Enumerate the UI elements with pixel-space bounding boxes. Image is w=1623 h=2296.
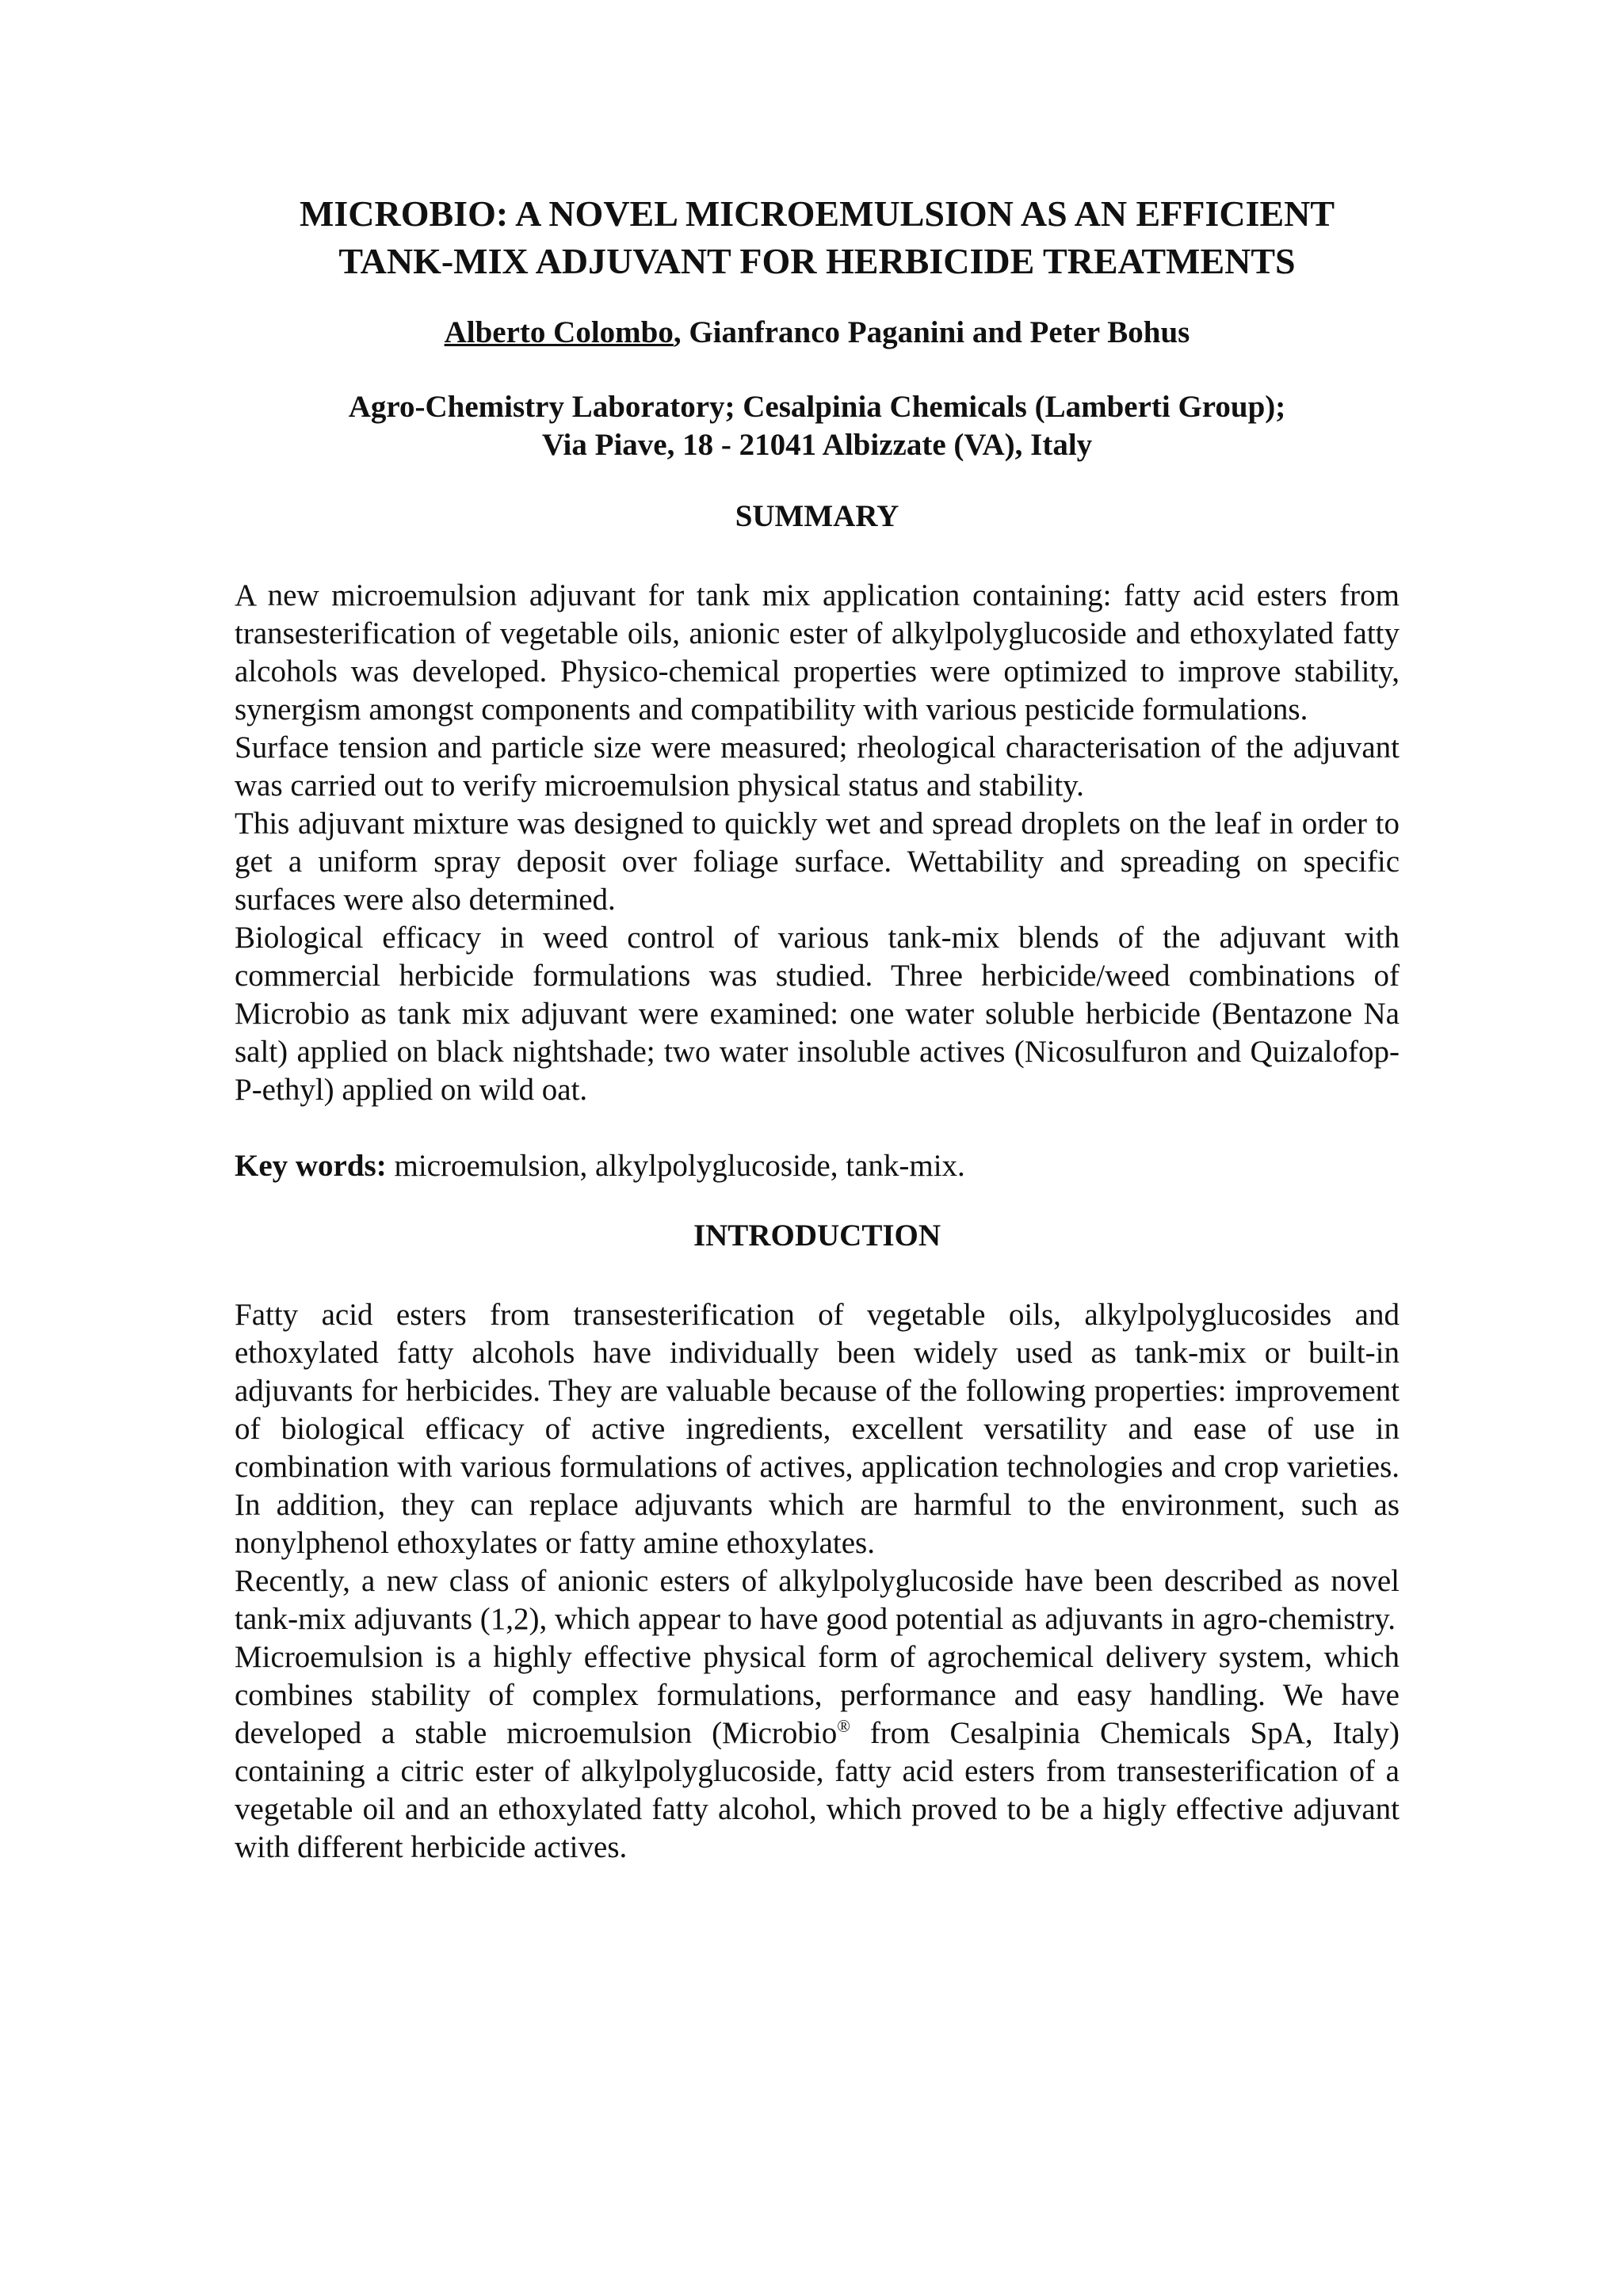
introduction-paragraph: Recently, a new class of anionic esters of alkylpolyglucoside have been described as novel tank-mix adjuvants (1,2), which appear to have good potential as adjuvants in agro-chemistry. — [235, 1564, 1400, 1636]
keywords — [235, 1147, 1400, 1185]
paper-title — [235, 190, 1400, 285]
summary-paragraph: Biological efficacy in weed control of various tank-mix blends of the adjuvant with commercial herbicide formulations was studied. Three herbicide/weed combinations of Microbio as tank mix adjuvant were examined: one water soluble herbicide (Bentazone Na salt) applied on black nightshade; two water insoluble actives (Nicosulfuron and Quizalofop-P-ethyl) applied on wild oat. — [235, 921, 1400, 1107]
keywords-label: Key words: — [235, 1149, 387, 1183]
author-list — [235, 314, 1400, 352]
intro-last-text-before: Microemulsion is a highly effective physical form of agrochemical delivery system, which combines stability of complex formulations, performance and easy handling. We have developed a stable microemulsion (Microbio — [235, 1640, 1400, 1750]
summary-heading: SUMMARY — [735, 499, 899, 533]
introduction-heading: INTRODUCTION — [693, 1219, 941, 1253]
intro-last-text-after: from Cesalpinia Chemicals SpA, Italy) containing a citric ester of alkylpolyglucoside, fatty acid esters from transesterification of a vegetable oil and an ethoxylated fatty alcohol, which proved to be a higly effective adjuvant with different herbicide actives. — [235, 1716, 1400, 1864]
summary-paragraph: Surface tension and particle size were measured; rheological characterisation of the adjuvant was carried out to verify microemulsion physical status and stability. — [235, 730, 1400, 803]
registered-mark: ® — [837, 1716, 850, 1736]
summary-body — [235, 577, 1400, 1109]
affiliation — [235, 388, 1400, 464]
presenting-author: Alberto Colombo — [444, 315, 674, 349]
affiliation-line-2: Via Piave, 18 - 21041 Albizzate (VA), Italy — [541, 428, 1093, 462]
summary-paragraph: This adjuvant mixture was designed to quickly wet and spread droplets on the leaf in order to get a uniform spray deposit over foliage surface. Wettability and spreading on specific surfaces were also determined. — [235, 807, 1400, 917]
introduction-paragraph: Fatty acid esters from transesterification of vegetable oils, alkylpolyglucosides and ethoxylated fatty alcohols have individually been widely used as tank-mix or built-in adjuvants for herbicides. They are valuable because of the following properties: improvement of biological efficacy of active ingredients, excellent versatility and ease of use in combination with various formulations of actives, application technologies and crop varieties. In addition, they can replace adjuvants which are harmful to the environment, such as nonylphenol ethoxylates or fatty amine ethoxylates. — [235, 1298, 1400, 1560]
introduction-body — [235, 1296, 1400, 1867]
co-authors: , Gianfranco Paganini and Peter Bohus — [673, 315, 1190, 349]
title-line-2: TANK-MIX ADJUVANT FOR HERBICIDE TREATMENTS — [338, 241, 1296, 281]
keywords-text: microemulsion, alkylpolyglucoside, tank-mix. — [386, 1149, 965, 1183]
title-line-1: MICROBIO: A NOVEL MICROEMULSION AS AN EFFICIENT — [299, 193, 1335, 234]
affiliation-line-1: Agro-Chemistry Laboratory; Cesalpinia Chemicals (Lamberti Group); — [348, 390, 1286, 424]
introduction-paragraph — [235, 1638, 1400, 1867]
summary-paragraph: A new microemulsion adjuvant for tank mix application containing: fatty acid esters from transesterification of vegetable oils, anionic ester of alkylpolyglucoside and ethoxylated fatty alcohols was developed. Physico-chemical properties were optimized to improve stability, synergism amongst components and compatibility with various pesticide formulations. — [235, 578, 1400, 727]
page-content — [235, 190, 1400, 1867]
